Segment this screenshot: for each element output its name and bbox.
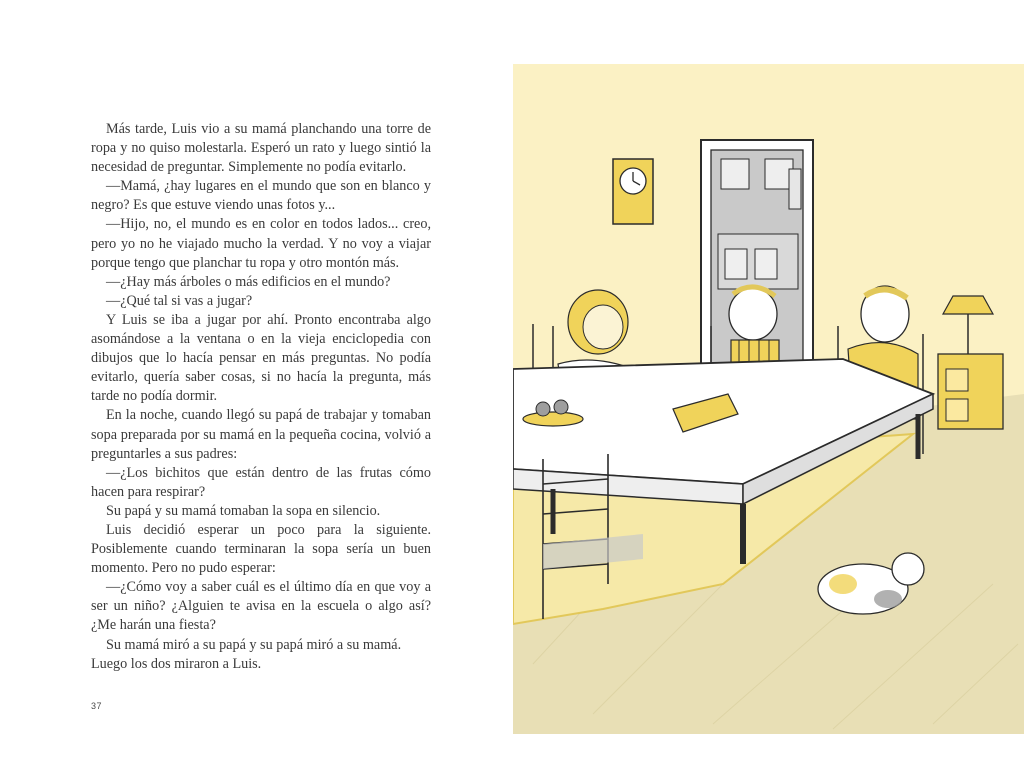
story-text — [91, 120, 431, 674]
paragraph: —Hijo, no, el mundo es en color en todos lados... creo, pero yo no he viajado mucho la verdad. Y no voy a viajar porque tengo que planchar tu ropa y otro montón más. — [91, 216, 431, 271]
paragraph: Y Luis se iba a jugar por ahí. Pronto encontraba algo asomándose a la ventana o en la vieja enciclopedia con dibujos que lo hacía pensar en más preguntas. No podía evitarlo, quería saber cosas, si no hacía la pregunta, más tarde no podía dormir. — [91, 311, 431, 405]
page-number: 37 — [91, 701, 103, 711]
paragraph: Luis decidió esperar un poco para la siguiente. Posiblemente cuando terminaran la sopa sería un buen momento. Pero no pudo esperar: — [91, 521, 431, 577]
paragraph: Más tarde, Luis vio a su mamá planchando una torre de ropa y no quiso molestarla. Esperó un rato y luego sintió la necesidad de preguntar. Simplemente no podía evitarlo. — [91, 121, 431, 176]
paragraph: —¿Hay más árboles o más edificios en el mundo? — [106, 273, 391, 290]
paragraph: —¿Qué tal si vas a jugar? — [106, 292, 253, 309]
paragraph: En la noche, cuando llegó su papá de trabajar y tomaban sopa preparada por su mamá en la pequeña cocina, volvió a preguntarles a sus padres: — [91, 407, 431, 462]
paragraph: Su papá y su mamá tomaban la sopa en silencio. — [106, 502, 381, 519]
paragraph: —Mamá, ¿hay lugares en el mundo que son en blanco y negro? Es que estuve viendo unas fotos y... — [91, 178, 431, 214]
paragraph: —¿Cómo voy a saber cuál es el último día en que voy a ser un niño? ¿Alguien te avisa en la escuela o algo así? ¿Me harán una fiesta? — [91, 579, 431, 634]
kitchen-illustration — [513, 64, 1024, 734]
paragraph: —¿Los bichitos que están dentro de las frutas cómo hacen para respirar? — [91, 464, 431, 500]
paragraph: Su mamá miró a su papá y su papá miró a su mamá. Luego los dos miraron a Luis. — [91, 636, 402, 672]
